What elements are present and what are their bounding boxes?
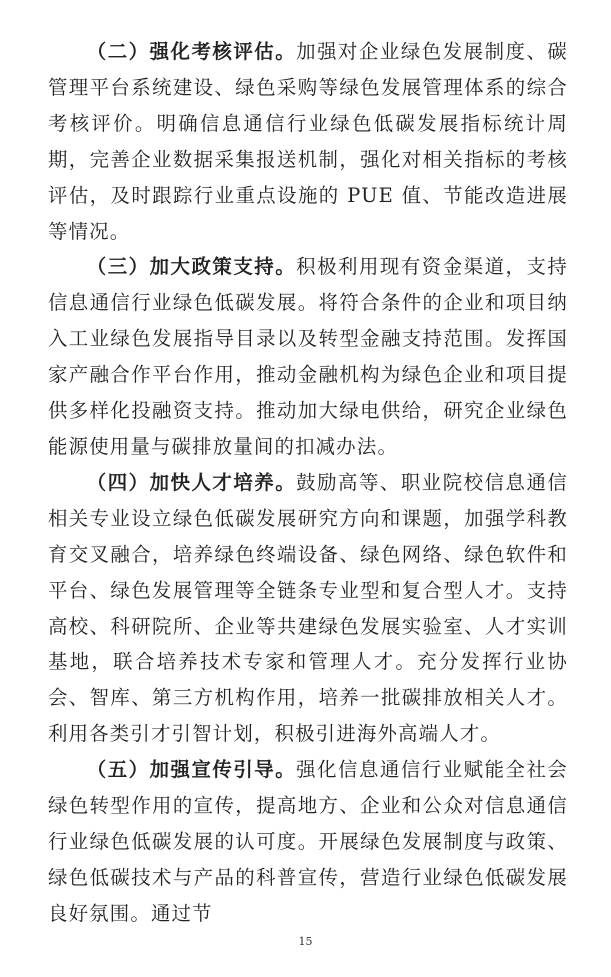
paragraph-talent-cultivation — [48, 465, 568, 752]
paragraph-policy-support — [48, 249, 568, 464]
paragraph-heading: （三）加大政策支持。 — [86, 255, 297, 279]
paragraph-text: 积极利用现有资金渠道，支持信息通信行业绿色低碳发展。将符合条件的企业和项目纳入工业绿色发展指导目录以及转型金融支持范围。发挥国家产融合作平台作用，推动金融机构为绿色企业和项目提供多样化投融资支持。推动加大绿电供给，研究企业绿色能源使用量与碳排放量间的扣减办法。 — [48, 255, 569, 458]
paragraph-publicity — [48, 752, 568, 932]
paragraph-text: 鼓励高等、职业院校信息通信相关专业设立绿色低碳发展研究方向和课题，加强学科教育交叉融合，培养绿色终端设备、绿色网络、绿色软件和平台、绿色发展管理等全链条专业型和复合型人才。支持高校、科研院所、企业等共建绿色发展实验室、人才实训基地，联合培养技术专家和管理人才。充分发挥行业协会、智库、第三方机构作用，培养一批碳排放相关人才。利用各类引才引智计划，积极引进海外高端人才。 — [48, 470, 569, 746]
paragraph-assessment — [48, 34, 568, 249]
paragraph-heading: （四）加快人才培养。 — [86, 470, 297, 494]
page-number: 15 — [298, 935, 313, 948]
document-body — [48, 34, 568, 932]
paragraph-text: 加强对企业绿色发展制度、碳管理平台系统建设、绿色采购等绿色发展管理体系的综合考核评价。明确信息通信行业绿色低碳发展指标统计周期，完善企业数据采集报送机制，强化对相关指标的考核评估，及时跟踪行业重点设施的 PUE 值、节能改造进展等情况。 — [48, 40, 569, 243]
paragraph-text: 强化信息通信行业赋能全社会绿色转型作用的宣传，提高地方、企业和公众对信息通信行业绿色低碳发展的认可度。开展绿色发展制度与政策、绿色低碳技术与产品的科普宣传，营造行业绿色低碳发展良好氛围。通过节 — [48, 758, 569, 925]
paragraph-heading: （二）强化考核评估。 — [86, 40, 297, 63]
paragraph-heading: （五）加强宣传引导。 — [86, 758, 297, 782]
